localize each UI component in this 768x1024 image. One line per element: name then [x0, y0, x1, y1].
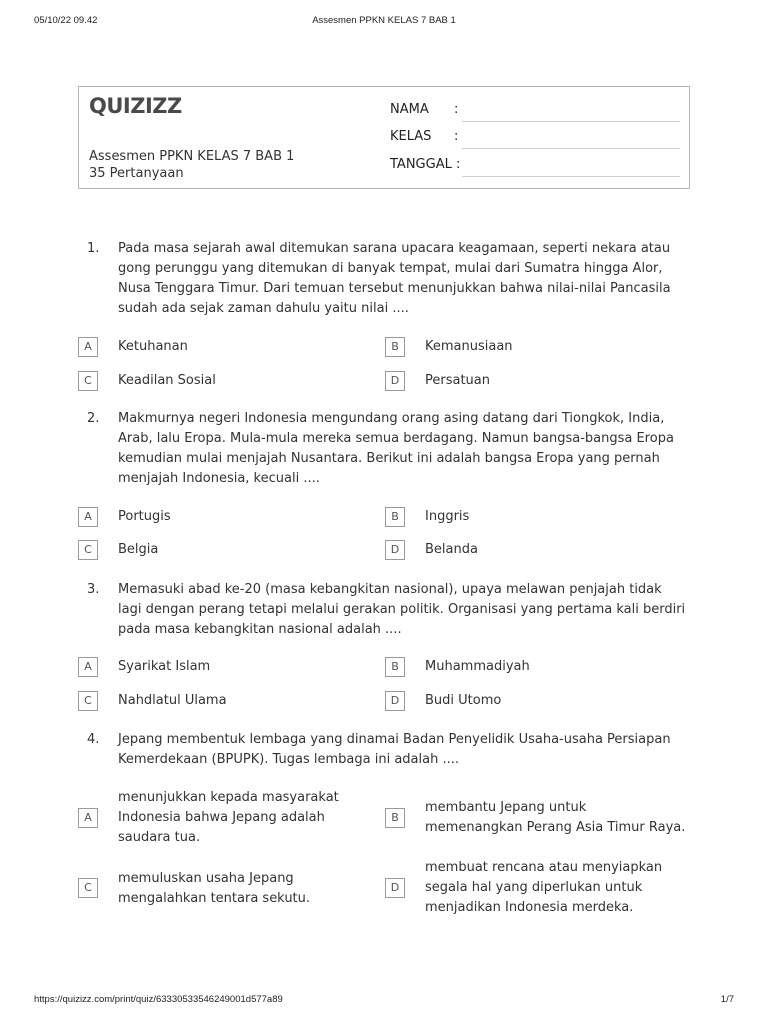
option-b-text[interactable]: membantu Jepang untuk memenangkan Perang Asia Timur Raya. [425, 800, 686, 835]
option-c-badge[interactable]: C [78, 878, 98, 898]
class-field[interactable] [390, 129, 682, 149]
option-b-text[interactable]: Inggris [425, 509, 470, 524]
question-number: 3. [87, 582, 100, 597]
option-a-badge[interactable]: A [78, 337, 98, 357]
question-text: Jepang membentuk lembaga yang dinamai Badan Penyelidik Usaha-usaha Persiapan Kemerdekaan (BPUPK). Tugas lembaga ini adalah .... [118, 732, 671, 767]
option-d-badge[interactable]: D [385, 878, 405, 898]
option-a-badge[interactable]: A [78, 507, 98, 527]
option-c-text[interactable]: Keadilan Sosial [118, 373, 216, 388]
option-d-badge[interactable]: D [385, 691, 405, 711]
option-c-text[interactable]: Belgia [118, 542, 159, 557]
date-label: TANGGAL : [390, 157, 461, 172]
option-a-badge[interactable]: A [78, 657, 98, 677]
option-a-text[interactable]: Portugis [118, 509, 171, 524]
option-d-badge[interactable]: D [385, 540, 405, 560]
option-b-badge[interactable]: B [385, 657, 405, 677]
question-number: 1. [87, 241, 100, 256]
quiz-header-box [78, 86, 690, 189]
question-text: Memasuki abad ke-20 (masa kebangkitan nasional), upaya melawan penjajah tidak lagi dengan perang tetapi melalui gerakan politik. Organisasi yang pertama kali berdiri pada masa kebangkitan nasional adalah .... [118, 582, 686, 637]
question-text: Pada masa sejarah awal ditemukan sarana upacara keagamaan, seperti nekara atau gong perunggu yang ditemukan di banyak tempat, mulai dari Sumatra hingga Alor, Nusa Tenggara Timur. Dari temuan tersebut menunjukkan bahwa nilai-nilai Pancasila sudah ada sejak zaman dahulu yaitu nilai .... [118, 241, 671, 316]
option-d-badge[interactable]: D [385, 371, 405, 391]
page-number: 1/7 [720, 994, 734, 1005]
option-b-badge[interactable]: B [385, 507, 405, 527]
question-text: Makmurnya negeri Indonesia mengundang orang asing datang dari Tiongkok, India, Arab, lalu Eropa. Mula-mula mereka semua berdagang. Namun bangsa-bangsa Eropa kemudian mulai menjajah Nusantara. Berikut ini adalah bangsa Eropa yang pernah menjajah Indonesia, kecuali .... [118, 411, 674, 486]
print-datetime: 05/10/22 09.42 [34, 15, 98, 26]
question-count: 35 Pertanyaan [89, 166, 184, 181]
quizizz-logo: QUIZIZZ [89, 94, 182, 118]
class-label: KELAS [390, 129, 432, 144]
date-line [462, 176, 680, 177]
option-d-text[interactable]: Persatuan [425, 373, 490, 388]
print-url: https://quizizz.com/print/quiz/63330533546249001d577a89 [34, 994, 283, 1005]
option-d-text[interactable]: membuat rencana atau menyiapkan segala hal yang diperlukan untuk menjadikan Indonesia merdeka. [425, 860, 663, 915]
option-c-text[interactable]: memuluskan usaha Jepang mengalahkan tentara sekutu. [118, 871, 311, 906]
option-d-text[interactable]: Budi Utomo [425, 693, 502, 708]
option-b-text[interactable]: Kemanusiaan [425, 339, 513, 354]
name-line [462, 121, 680, 122]
date-field[interactable] [390, 157, 682, 177]
option-c-badge[interactable]: C [78, 540, 98, 560]
name-colon: : [454, 102, 459, 117]
option-c-badge[interactable]: C [78, 371, 98, 391]
option-c-text[interactable]: Nahdlatul Ulama [118, 693, 227, 708]
option-b-badge[interactable]: B [385, 808, 405, 828]
option-a-text[interactable]: menunjukkan kepada masyarakat Indonesia bahwa Jepang adalah saudara tua. [118, 790, 339, 845]
question-number: 4. [87, 732, 100, 747]
option-b-text[interactable]: Muhammadiyah [425, 659, 530, 674]
option-a-badge[interactable]: A [78, 808, 98, 828]
question-number: 2. [87, 411, 100, 426]
option-a-text[interactable]: Syarikat Islam [118, 659, 211, 674]
option-b-badge[interactable]: B [385, 337, 405, 357]
option-a-text[interactable]: Ketuhanan [118, 339, 188, 354]
quiz-title: Assesmen PPKN KELAS 7 BAB 1 [89, 149, 295, 164]
print-title: Assesmen PPKN KELAS 7 BAB 1 [312, 15, 456, 26]
option-d-text[interactable]: Belanda [425, 542, 478, 557]
name-label: NAMA [390, 102, 429, 117]
class-colon: : [454, 129, 459, 144]
name-field[interactable] [390, 102, 682, 122]
option-c-badge[interactable]: C [78, 691, 98, 711]
class-line [462, 148, 680, 149]
